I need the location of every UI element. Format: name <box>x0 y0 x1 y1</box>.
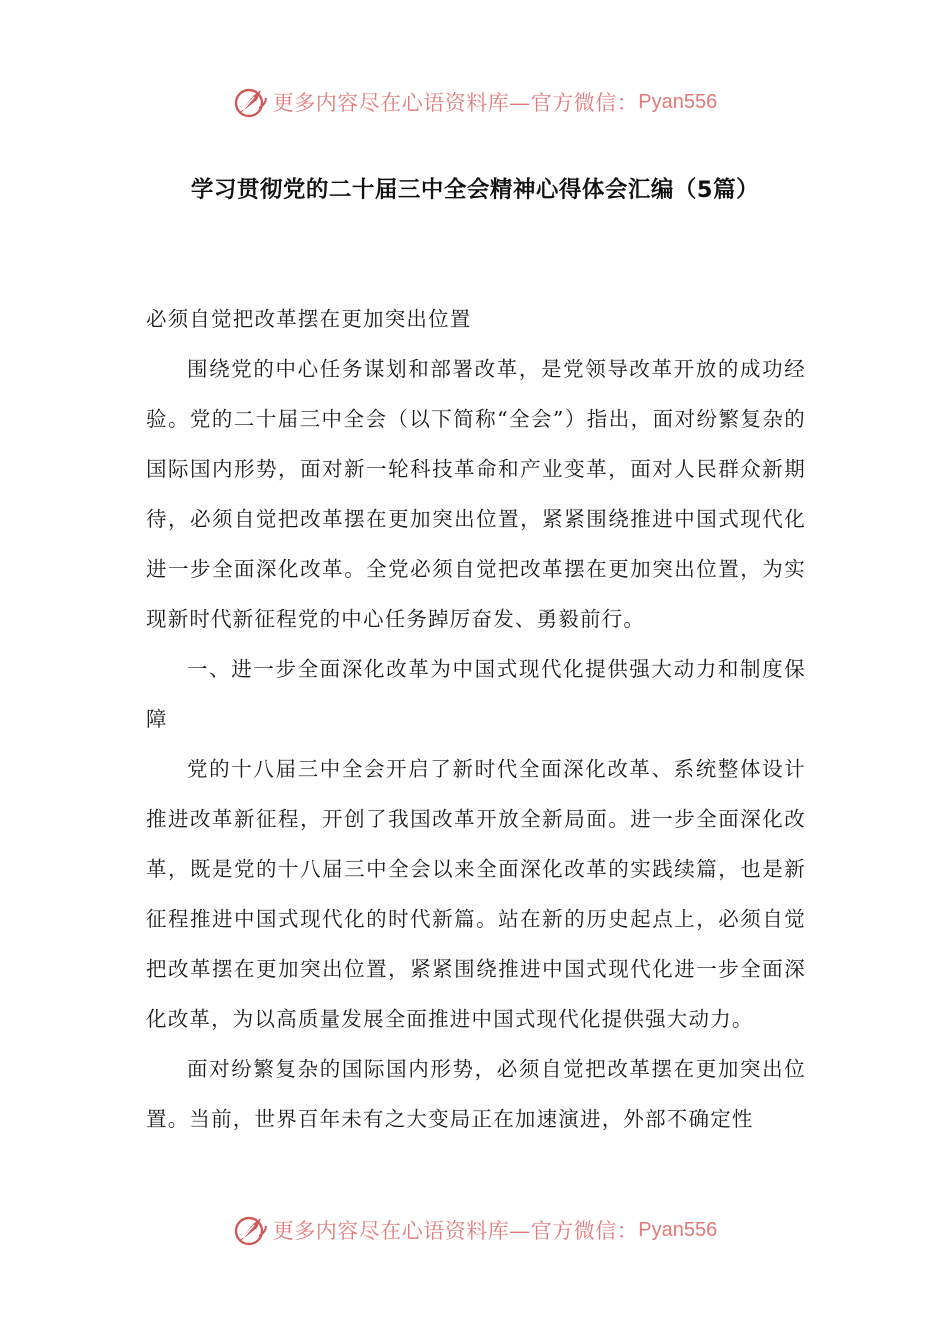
paragraph: 围绕党的中心任务谋划和部署改革，是党领导改革开放的成功经验。党的二十届三中全会（以下简称“全会”）指出，面对纷繁复杂的国际国内形势，面对新一轮科技革命和产业变革，面对人民群众新期待，必须自觉把改革摆在更加突出位置，紧紧围绕推进中国式现代化进一步全面深化改革。全党必须自觉把改革摆在更加突出位置，为实现新时代新征程党的中心任务踔厉奋发、勇毅前行。 <box>146 357 806 631</box>
subsection-heading: 一、进一步全面深化改革为中国式现代化提供强大动力和制度保障 <box>146 657 806 731</box>
banner-text: 更多内容尽在心语资料库—官方微信： <box>272 1219 639 1243</box>
pen-nib-circle-icon <box>233 84 269 120</box>
pen-nib-circle-icon <box>233 1212 269 1248</box>
paragraph: 面对纷繁复杂的国际国内形势，必须自觉把改革摆在更加突出位置。当前，世界百年未有之大变局正在加速演进，外部不确定性 <box>146 1057 806 1131</box>
banner-wechat-handle: Pyan556 <box>638 90 718 113</box>
document-body <box>146 294 806 1144</box>
banner-text: 更多内容尽在心语资料库—官方微信： <box>272 91 639 115</box>
section-heading: 必须自觉把改革摆在更加突出位置 <box>146 307 472 331</box>
footer-banner <box>0 1208 950 1252</box>
paragraph: 党的十八届三中全会开启了新时代全面深化改革、系统整体设计推进改革新征程，开创了我国改革开放全新局面。进一步全面深化改革，既是党的十八届三中全会以来全面深化改革的实践续篇，也是新征程推进中国式现代化的时代新篇。站在新的历史起点上，必须自觉把改革摆在更加突出位置，紧紧围绕推进中国式现代化进一步全面深化改革，为以高质量发展全面推进中国式现代化提供强大动力。 <box>146 757 806 1031</box>
banner-wechat-handle: Pyan556 <box>638 1218 718 1241</box>
document-title: 学习贯彻党的二十届三中全会精神心得体会汇编（5篇） <box>190 177 760 203</box>
header-banner <box>0 80 950 124</box>
